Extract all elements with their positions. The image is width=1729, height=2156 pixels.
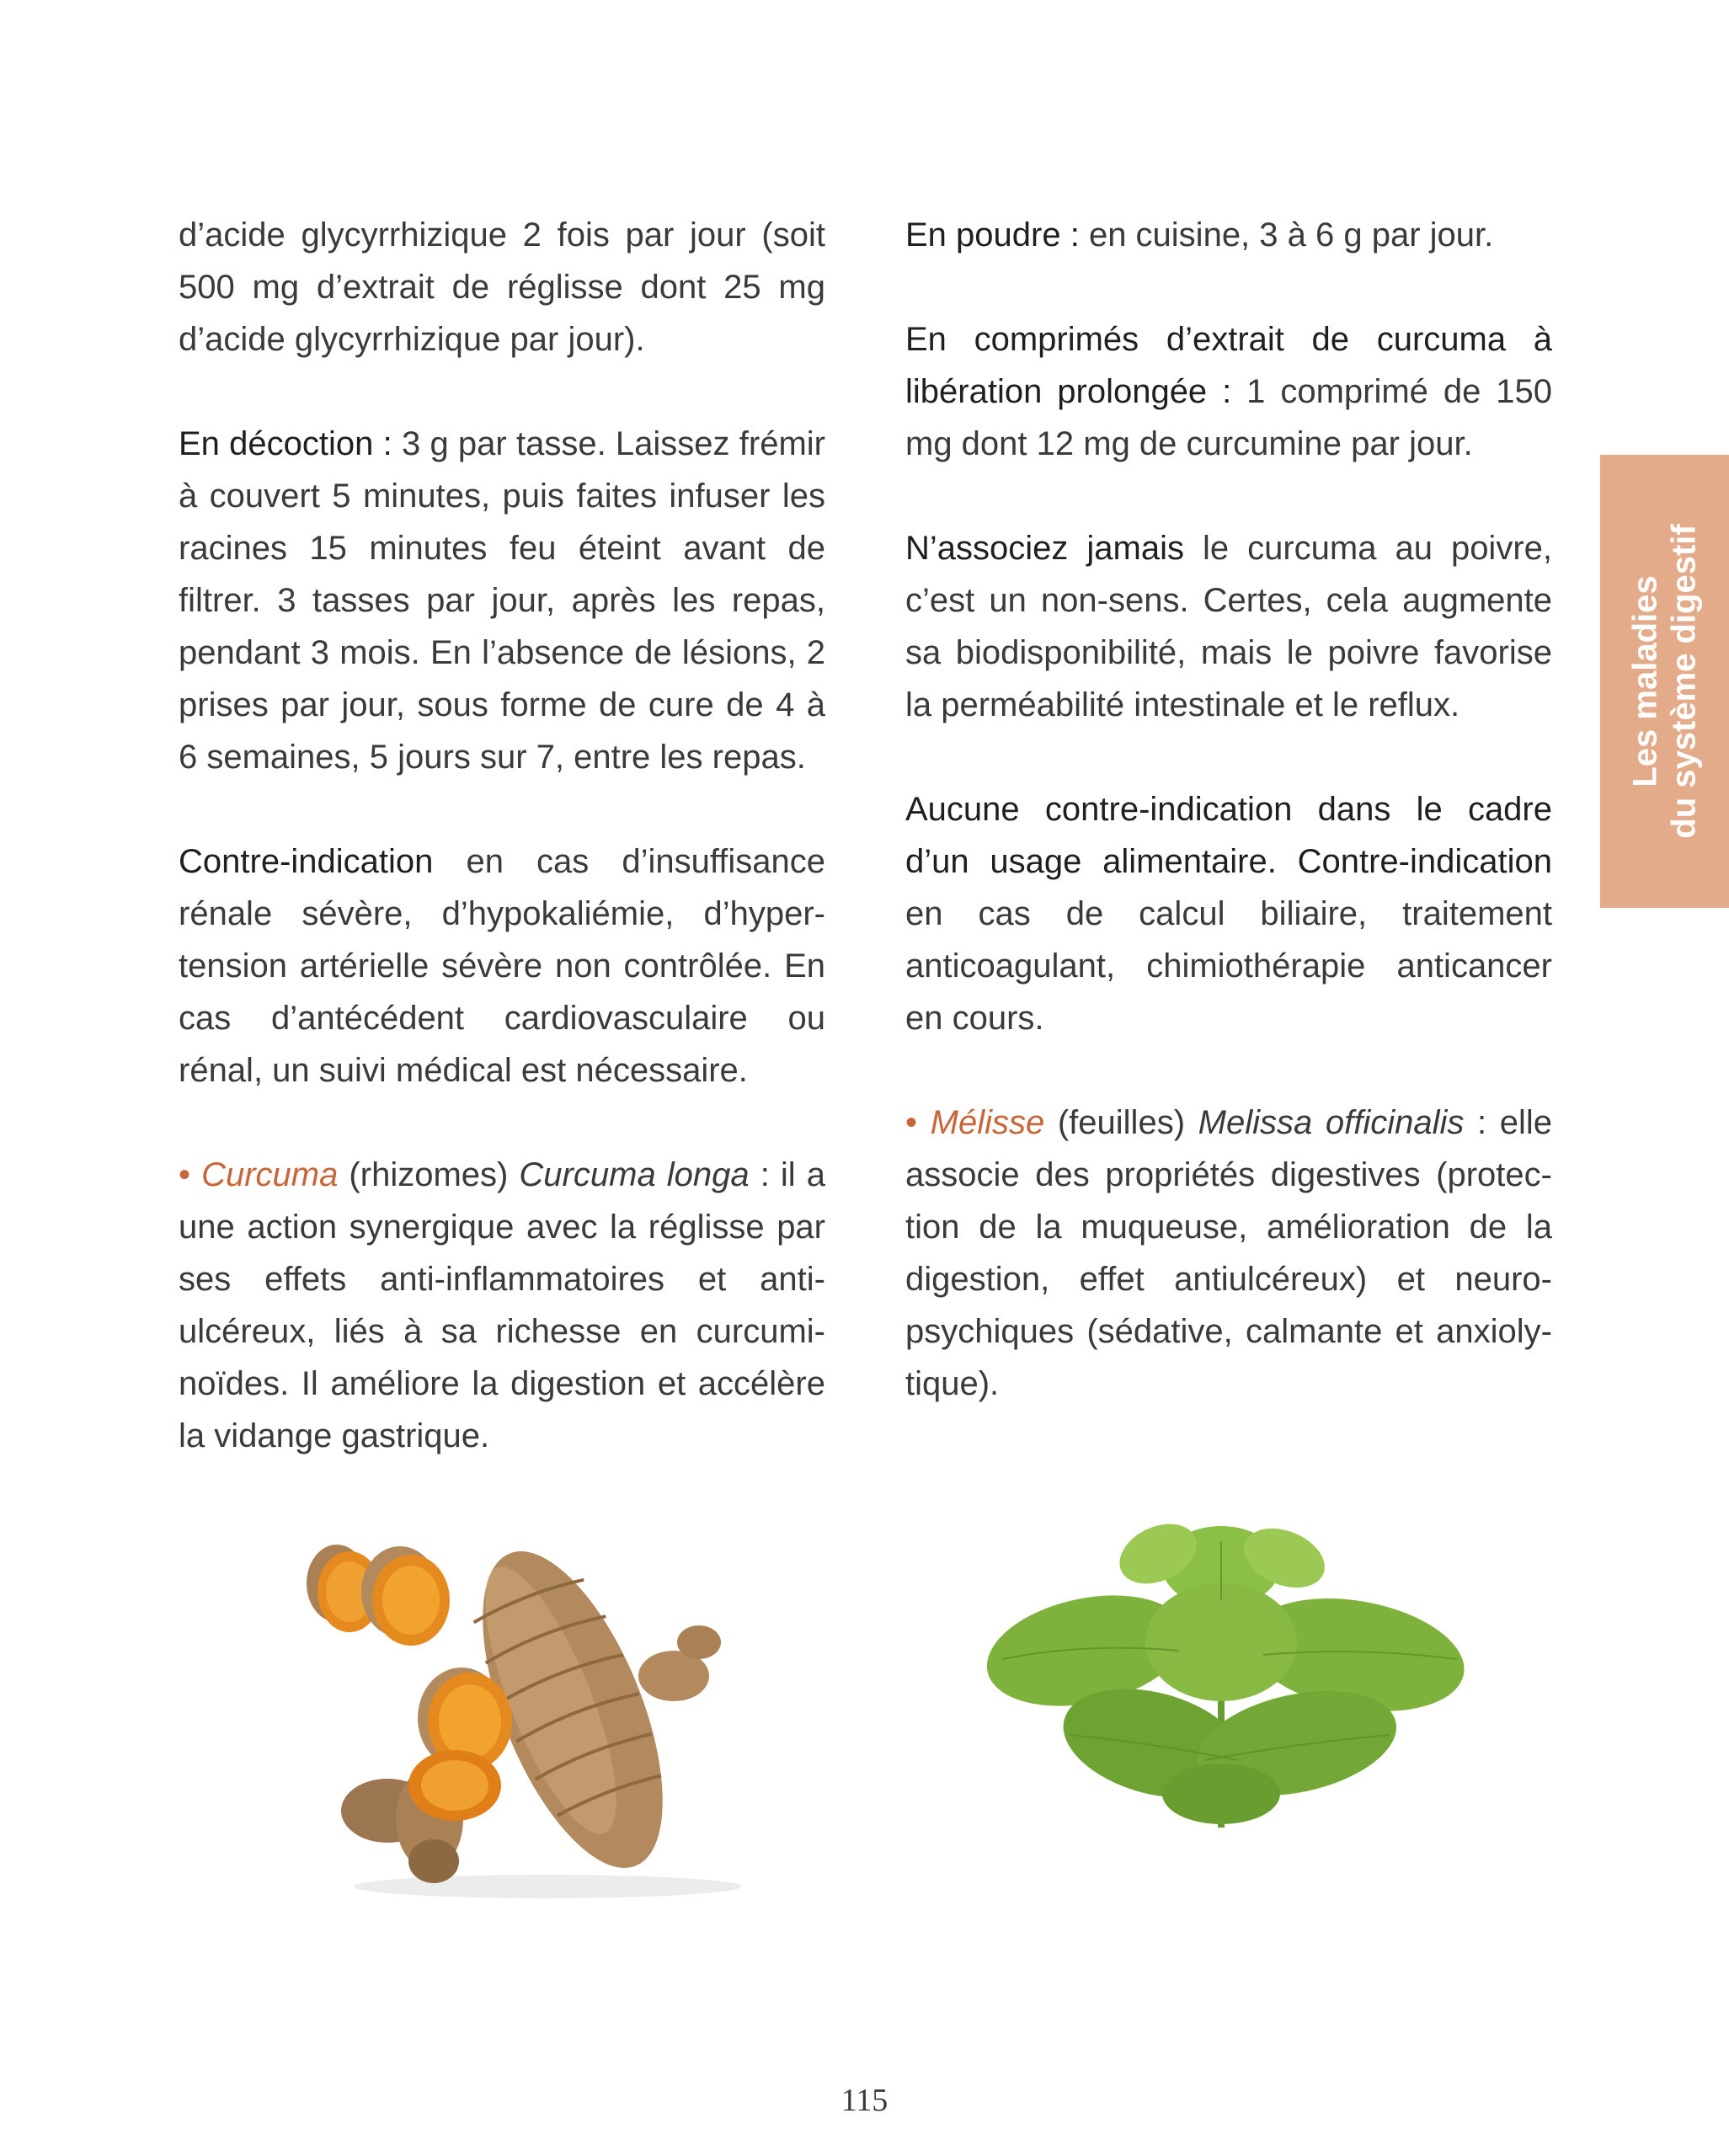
paragraph-contraindication-licorice: Contre-indication en cas d’insuffisance rénale sévère, d’hypokaliémie, d’hypertension artérielle sévère non contrôlée. En cas d’antécédent cardiovasculaire ou rénal, un suivi médical est nécessaire.	[179, 843, 825, 1089]
plant-name-curcuma: Curcuma	[201, 1156, 339, 1193]
curcuma-contraindication-heading: Aucune contre-indication dans le cadre d’un usage alimentaire. Contre-indication	[905, 791, 1552, 880]
bullet-marker: •	[179, 1156, 202, 1193]
paragraph-powder: En poudre : en cuisine, 3 à 6 g par jour.	[905, 216, 1494, 253]
chapter-tab-line-1: Les maladies	[1626, 575, 1664, 787]
latin-name-melisse: Melissa officinalis	[1198, 1104, 1465, 1141]
turmeric-rhizome-image	[303, 1516, 775, 1903]
paragraph-tablets: En comprimés d’extrait de curcuma à libération prolongée : 1 comprimé de 150 mg dont 12 mg de curcumine par jour.	[905, 321, 1553, 462]
right-text-column	[905, 209, 1552, 1410]
paragraph-glycyrrhizic-dose: d’acide glycyrrhizique 2 fois par jour (soit 500 mg d’extrait de réglisse dont 25 mg d’acide glycyrrhizique par jour).	[179, 216, 825, 358]
chapter-tab-label	[1626, 524, 1704, 838]
lemon-balm-image	[952, 1491, 1491, 1861]
left-text-column	[179, 209, 825, 1462]
decoction-heading: En décoction :	[179, 425, 392, 462]
paragraph-melisse: • Mélisse (feuilles) Melissa officinalis : elle associe des propriétés digestives (protection de la muqueuse, amélioration de la digestion, effet antiulcéreux) et neuropsychiques (sédative, calmante et anxiolytique).	[905, 1104, 1553, 1402]
pepper-warning-heading: N’associez jamais	[905, 530, 1184, 567]
tablets-heading: En comprimés d’extrait de curcuma à libération prolongée :	[905, 321, 1552, 410]
chapter-tab-line-2: du système digestif	[1665, 524, 1703, 839]
chapter-side-tab	[1600, 455, 1729, 908]
powder-heading: En poudre :	[905, 216, 1080, 253]
paragraph-decoction: En décoction : 3 g par tasse. Laissez frémir à couvert 5 minutes, puis faites infuser les racines 15 minutes feu éteint avant de filtrer. 3 tasses par jour, après les repas, pendant 3 mois. En l’absence de lésions, 2 prises par jour, sous forme de cure de 4 à 6 semaines, 5 jours sur 7, entre les repas.	[179, 425, 825, 776]
plant-name-melisse: Mélisse	[930, 1104, 1045, 1141]
bullet-marker: •	[905, 1104, 931, 1141]
latin-name-curcuma: Curcuma longa	[519, 1156, 750, 1193]
page-number: 115	[840, 2083, 889, 2118]
paragraph-pepper-warning: N’associez jamais le curcuma au poivre, c’est un non-sens. Certes, cela augmente sa biodisponibilité, mais le poivre favorise la perméabilité intestinale et le reflux.	[905, 530, 1552, 723]
paragraph-contraindication-curcuma: Aucune contre-indication dans le cadre d’un usage alimentaire. Contre-indication en cas de calcul biliaire, traitement anticoagulant, chimiothérapie anticancer en cours.	[905, 791, 1552, 1037]
paragraph-curcuma: • Curcuma (rhizomes) Curcuma longa : il a une action synergique avec la réglisse par ses effets anti-inflammatoires et antiulcéreux, liés à sa richesse en curcuminoïdes. Il améliore la digestion et accélère la vidange gastrique.	[179, 1156, 825, 1454]
contraindication-heading: Contre-indication	[179, 843, 434, 880]
